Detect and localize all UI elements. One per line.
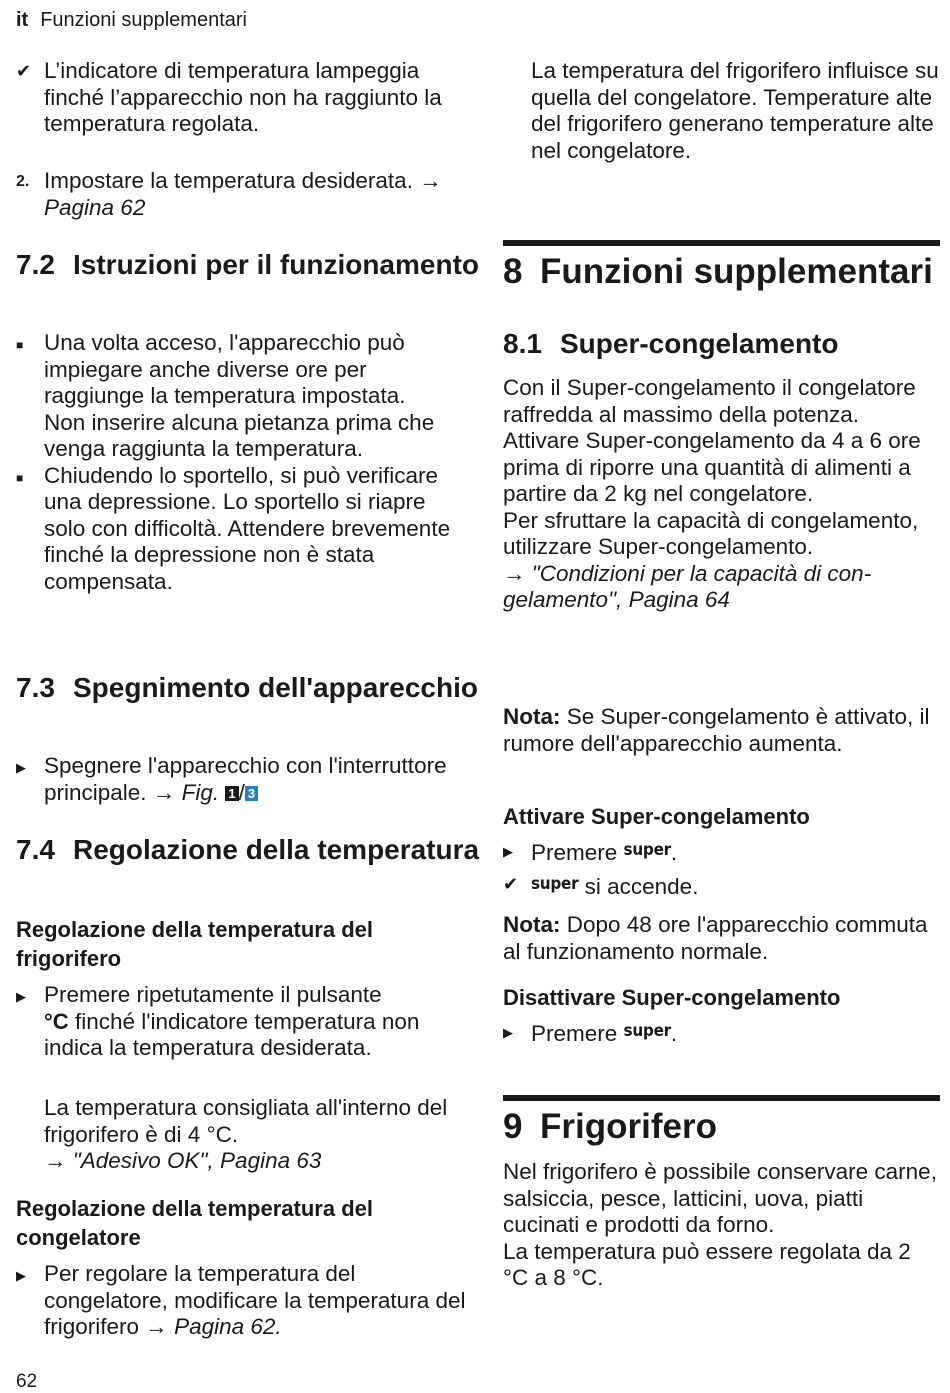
figure-3-badge[interactable]: 3 <box>245 786 258 801</box>
subheading-fridge-temperature: Regolazione della temperatura del frigorifero <box>16 917 373 971</box>
bullet-list <box>16 330 456 595</box>
header-title: Funzioni supplementari <box>40 9 247 31</box>
super-indicator-symbol: super <box>531 874 579 894</box>
subheading-freezer-temperature: Regolazione della temperatura del congelatore <box>16 1196 373 1250</box>
triangle-action-icon: ▶ <box>16 760 26 775</box>
action-item: ▶ Premere $^{super}$. <box>503 1021 678 1046</box>
square-bullet-icon: ■ <box>16 338 24 352</box>
action-item: ▶ Premere $^{super}$. <box>503 840 678 865</box>
action-item: ▶ Per regolare la temperatura del congelatore, modificare la temperatura del frigorifero → Pagina 62. <box>16 1261 466 1339</box>
triangle-action-icon: ▶ <box>503 844 513 859</box>
step-item: 2. Impostare la temperatura desiderata. → Pagina 62 <box>16 168 442 220</box>
list-item: ■ Una volta acceso, l'apparecchio può impiegare anche diverse ore per raggiunge la temperatura impostata. <box>16 330 406 408</box>
figure-1-badge[interactable]: 1 <box>225 786 238 801</box>
language-code: it <box>16 9 29 31</box>
square-bullet-icon: ■ <box>16 470 24 485</box>
page-link[interactable]: Pagina 62 <box>44 194 146 220</box>
section-heading-8-1: 8.1 Super-congelamento <box>503 328 839 359</box>
section-heading-7-3: 7.3 Spegnimento dell'apparecchio <box>16 672 478 703</box>
section-heading-7-2: 7.2 Istruzioni per il funzionamento <box>16 249 479 280</box>
page-link[interactable]: "Adesivo OK", Pagina 63 <box>72 1148 322 1173</box>
note-label: Nota: <box>503 912 561 937</box>
page-link[interactable]: "Condizioni per la capacità di congelamento", Pagina 64 <box>503 560 872 612</box>
note-paragraph: Nota: Se Super-congelamento è attivato, il rumore dell'apparecchio aumenta. <box>503 704 930 756</box>
result-item: ✔ $^{super}$ si accende. <box>503 871 950 901</box>
right-arrow-icon: → <box>152 779 182 805</box>
temperature-button-symbol: °C <box>44 1008 69 1034</box>
intro-paragraph: La temperatura del frigorifero influisce su quella del congelatore. Temperature alte del frigorifero generano temperature alte nel congelatore. <box>531 58 939 163</box>
note-paragraph: Nota: Dopo 48 ore l'apparecchio commuta al funzionamento normale. <box>503 912 928 964</box>
list-item: ■ Chiudendo lo sportello, si può verificare una depressione. Lo sportello si riapre solo con difficoltà. Attendere brevemente finché la depressione non è stata compensata. <box>16 462 451 594</box>
section-heading-7-4: 7.4 Regolazione della temperatura <box>16 834 480 865</box>
list-item-continued: Non inserire alcuna pietanza prima che venga raggiunta la temperatura. <box>44 409 435 461</box>
page-link[interactable]: Pagina 62. <box>174 1314 282 1339</box>
running-header <box>16 9 247 32</box>
step-number: 2. <box>16 173 30 190</box>
check-icon: ✔ <box>503 874 519 894</box>
result-item: ✔ L’indicatore di temperatura lampeggia finché l’apparecchio non ha raggiunto la temperatura regolata. <box>16 58 442 136</box>
chapter-heading-9: 9 Frigorifero <box>503 1095 940 1147</box>
right-arrow-icon: → <box>145 1314 175 1339</box>
triangle-action-icon: ▶ <box>16 989 26 1004</box>
note-label: Nota: <box>503 704 561 729</box>
super-button-symbol: super <box>623 840 671 860</box>
super-freeze-text: Con il Super-congelamento il congelatore raffredda al massimo della potenza. Attivare Super-congelamento da 4 a 6 ore prima di riporre una quantità di alimenti a partire da 2 kg nel congelatore. Per sfruttare la capacità di congelamento, utilizzare Super-congelamento. → "Condizioni per la capacità di congelamento", Pagina 64 <box>503 375 921 612</box>
right-arrow-icon: → <box>503 560 532 586</box>
right-arrow-icon: → <box>419 168 442 193</box>
right-arrow-icon: → <box>44 1148 73 1173</box>
triangle-action-icon: ▶ <box>503 1025 513 1040</box>
subheading-deactivate: Disattivare Super-congelamento <box>503 985 841 1010</box>
fridge-text: Nel frigorifero è possibile conservare carne, salsiccia, pesce, latticini, uova, piatti cucinati e prodotti da forno. La temperatura può essere regolata da 2 °C a 8 °C. <box>503 1159 937 1290</box>
triangle-action-icon: ▶ <box>16 1268 26 1283</box>
subheading-activate: Attivare Super-congelamento <box>503 804 810 829</box>
super-button-symbol: super <box>623 1021 671 1041</box>
action-item: ▶ Spegnere l'apparecchio con l'interruttore principale. → Fig. 1 / 3 <box>16 753 447 805</box>
chapter-heading-8: 8 Funzioni supplementari <box>503 240 940 292</box>
action-item: ▶ Premere ripetutamente il pulsante °C finché l'indicatore temperatura non indica la temperatura desiderata. <box>16 982 420 1060</box>
page-number: 62 <box>16 1371 38 1392</box>
check-icon: ✔ <box>16 61 32 81</box>
info-note: La temperatura consigliata all'interno del frigorifero è di 4 °C. → "Adesivo OK", Pagina 63 <box>44 1095 448 1173</box>
